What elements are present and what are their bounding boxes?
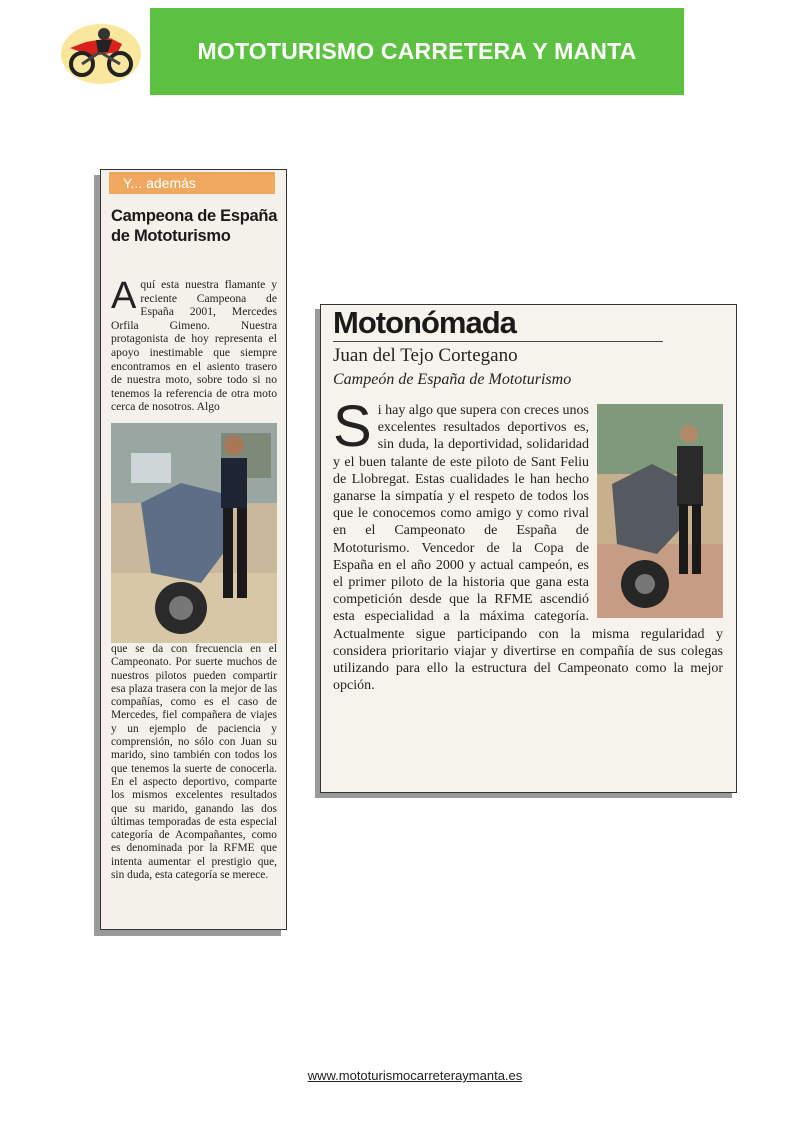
- photo-rider-with-motorcycle: [111, 423, 277, 643]
- motorcycle-logo-icon: [52, 8, 150, 94]
- article-text: i hay algo que supera con creces unos excelentes resultados deportivos es, sin duda, la deportividad, solidaridad y el buen talante de este piloto de Sant Feliu de Llobregat. Estas cualidades le han hecho ganarse la simpatía y el respeto de todos los que le conocemos como amigo y como rival en el Campeonato de España de Mototurismo. Vencedor de la Copa de España en el año 2000 y actual campeón, es el primer piloto de la historia que gana esta competición desde que la RFME ascendió esta especialidad a la máxima categoría. Actualmente sigue participando con la misma regularidad y considera prioritario viajar y divertirse en compañía de sus colegas utilizando para ello la estructura del Campeonato como la mejor opción.: [333, 403, 723, 694]
- article-title: Campeona de España de Mototurismo: [111, 207, 278, 245]
- article-body-top: [111, 275, 277, 414]
- banner-title: MOTOTURISMO CARRETERA Y MANTA: [197, 38, 637, 64]
- drop-cap: A: [111, 275, 137, 317]
- article-clipping-campeona: [100, 169, 287, 930]
- website-link[interactable]: www.mototurismocarreteraymanta.es: [307, 1068, 523, 1083]
- site-banner: [150, 8, 684, 95]
- motorcycle-photo-icon: [597, 404, 723, 618]
- article-subtitle: Campeón de España de Mototurismo: [333, 371, 572, 388]
- article-text-bottom: que se da con frecuencia en el Campeonato. Por suerte muchos de nuestros pilotos pueden compartir esa plaza trasera con la mejor de las compañías, como es el caso de Mercedes, fiel compañera de viajes y un ejemplo de paciencia y comprensión, no sólo con Juan su marido, sino también con todos los que tenemos la suerte de conocerla. En el aspecto deportivo, comparte los mismos excelentes resultados que su marido, ganando las dos últimas temporadas de esta especial categoría de Acompañantes, como es denominada por la RFME que intenta aumentar el prestigio que, sin duda, esta categoría se merece.: [111, 643, 277, 882]
- photo-rider-motorcycle: [597, 404, 723, 618]
- motorcycle-photo-icon: [111, 423, 277, 643]
- article-clipping-motonomada: [320, 304, 737, 793]
- title-divider: [333, 341, 663, 342]
- article-body: [333, 394, 723, 694]
- section-label: Y... además: [109, 172, 275, 194]
- article-title: Motonómada: [333, 305, 516, 340]
- article-text-top: quí esta nuestra flamante y reciente Campeona de España 2001, Mercedes Orfila Gimeno. Nuestra protagonista de hoy representa el apoyo inestimable que siempre encontramos en el asiento trasero de nuestra moto, sobre todo si no tenemos la referencia de otra moto cerca de nosotros. Algo: [111, 278, 277, 414]
- site-logo: [52, 8, 150, 94]
- article-author: Juan del Tejo Cortegano: [333, 345, 518, 366]
- drop-cap: S: [333, 394, 372, 459]
